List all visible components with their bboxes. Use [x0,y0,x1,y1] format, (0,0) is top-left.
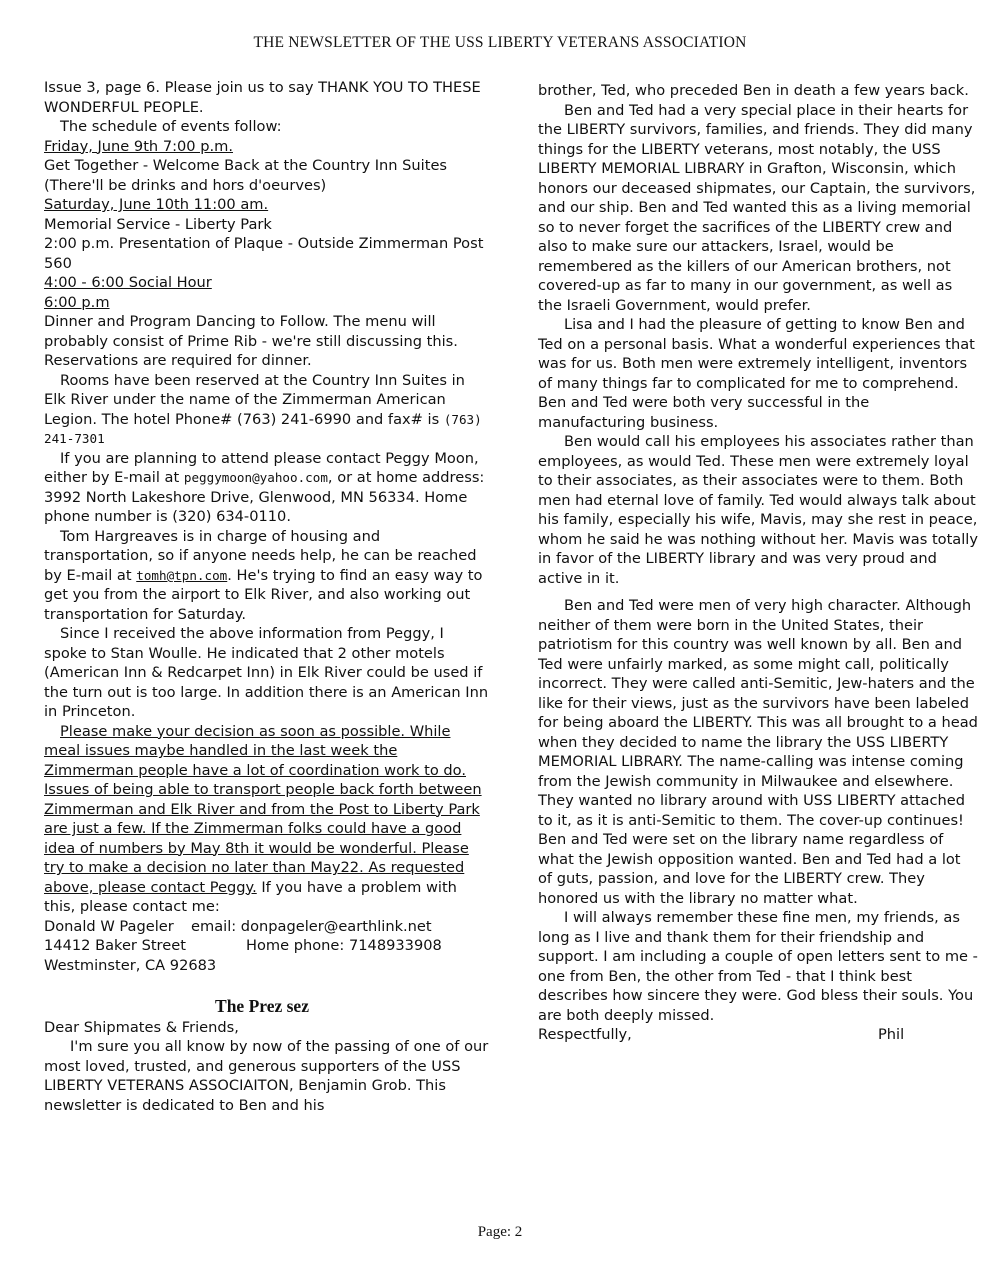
page-number: Page: 2 [477,1224,523,1240]
contact-address: , or at home address: 3992 North Lakeshore Drive, Glenwood, MN 56334. Home phone number is (320) 634-0110. [44,469,485,525]
remember-paragraph: I will always remember these fine men, my friends, as long as I live and thank them for their friendship and support. I am including a couple of open letters sent to me - one from Ben, the other from Ted - that I think best describes how sincere they were. God bless their souls. You are both deeply missed. [538,909,978,1024]
friday-event: Get Together - Welcome Back at the Country Inn Suites (There'll be drinks and hors d'oeurves) [44,157,448,194]
plaque-presentation: 2:00 p.m. Presentation of Plaque - Outside Zimmerman Post 560 [44,235,484,272]
friday-heading: Friday, June 9th 7:00 p.m. [44,137,233,155]
rooms-text: Rooms have been reserved at the Country Inn Suites in Elk River under the name of the Zimmerman American Legion. The hotel Phone# (763) 241-6990 and fax# is [44,371,465,428]
contact-text: If you are planning to attend please contact Peggy Moon, either by E-mail at [44,449,479,486]
memorial-service: Memorial Service - Liberty Park [44,215,272,233]
rooms-paragraph [44,371,490,449]
newsletter-masthead: THE NEWSLETTER OF THE USS LIBERTY VETERANS ASSOCIATION [253,34,747,51]
contact-peggy-paragraph [44,449,490,527]
right-column [538,81,978,1045]
schedule-intro: The schedule of events follow: [60,118,282,135]
dinner-paragraph: Dinner and Program Dancing to Follow. The menu will probably consist of Prime Rib - we're still discussing this. Reservations are required for dinner. [44,313,458,369]
fax-number: (763) 241-7301 [44,411,482,446]
tom-email[interactable]: tomh@tpn.com [136,567,228,583]
decision-underlined: Please make your decision as soon as possible. While meal issues maybe handled in the last week the Zimmerman people have a lot of coordination work to do. Issues of being able to transport people back forth between Zimmerman and Elk River and from the Post to Liberty Park are just a few. If the Zimmerman folks could have a good idea of numbers by May 8th it would be wonderful. Please try to make a decision no later than May22. As requested above, please contact Peggy. [44,722,482,896]
motels-paragraph: Since I received the above information from Peggy, I spoke to Stan Woulle. He indicated that 2 other motels (American Inn & Redcarpet Inn) in Elk River could be used if the turn out is too large. In addition there is an American Inn in Princeton. [44,625,489,720]
signature-city: Westminster, CA 92683 [44,956,217,974]
social-hour: 4:00 - 6:00 Social Hour [44,274,212,291]
saturday-heading: Saturday, June 10th 11:00 am. [44,196,269,213]
dinner-time: 6:00 p.m [44,293,110,311]
signature-street: 14412 Baker Street [44,937,186,954]
signature-phone: Home phone: 7148933908 [246,937,442,954]
personal-basis-paragraph: Lisa and I had the pleasure of getting to know Ben and Ted on a personal basis. What a wonderful experiences that was for us. Both men were extremely intelligent, inventors of many things far to complicated for me to comprehend. Ben and Ted were both very successful in the manufacturing business. [538,316,975,431]
signature-phil: Phil [878,1026,905,1043]
closing-word: Respectfully, [538,1026,632,1043]
signature-name: Donald W Pageler [44,917,174,935]
decision-rest: If you have a problem with this, please contact me: [44,878,457,915]
special-place-paragraph: Ben and Ted had a very special place in their hearts for the LIBERTY survivors, families, and friends. They did many things for the LIBERTY veterans, most notably, the USS LIBERTY MEMORIAL LIBRARY in Grafton, Wisconsin, which honors our deceased shipmates, our Captain, the survivors, and our ship. Ben and Ted wanted this as a living memorial so to never forget the sacrifices of the LIBERTY crew and also to make sure our attackers, Israel, would be remembered as the killers of our American brothers, not covered-up as far to many in our government, as well as the Israeli Government, would prefer. [538,101,976,314]
tom-text: Tom Hargreaves is in charge of housing and transportation, so if anyone needs help, he can be reached by E-mail at [44,527,477,584]
signature-email[interactable]: email: donpageler@earthlink.net [191,917,432,935]
signature-line-1 [44,917,490,937]
greeting: Dear Shipmates & Friends, [44,1018,239,1036]
continued-paragraph: brother, Ted, who preceded Ben in death a few years back. [538,82,969,99]
peggy-email[interactable]: peggymoon@yahoo.com [183,470,328,485]
tom-text-continued: . He's trying to find an easy way to get you from the airport to Elk River, and also working out transportation for Saturday. [44,566,483,623]
prez-section-title: The Prez sez [215,996,309,1016]
transportation-paragraph [44,527,490,625]
associates-paragraph: Ben would call his employees his associates rather than employees, as would Ted. These men were extremely loyal to their associates, as their associates were to them. Both men had eternal love of family. Ted would always talk about his family, especially his wife, Mavis, may she rest in peace, whom he said he was nothing without her. Mavis was totally in favor of the LIBERTY library and was very proud and active in it. [538,433,978,587]
character-paragraph: Ben and Ted were men of very high character. Although neither of them were born in the United States, their patriotism for this country was well known by all. Ben and Ted were unfairly marked, as some might call, politically incorrect. They were called anti-Semitic, Jew-haters and the like for their views, just as the survivors have been labeled for being aboard the LIBERTY. This was all brought to a head when they decided to name the library the USS LIBERTY MEMORIAL LIBRARY. The name-calling was intense coming from the Jewish community in Milwaukee and elsewhere. They wanted no library around with USS LIBERTY attached to it, as it is anti-Semitic to them. The cover-up continues! Ben and Ted were set on the library name regardless of what the Jewish opposition wanted. Ben and Ted had a lot of guts, passion, and love for the LIBERTY crew. They honored us with the library no matter what. [538,597,978,907]
signature-line-2 [44,936,490,956]
intro-paragraph: Issue 3, page 6. Please join us to say THANK YOU TO THESE WONDERFUL PEOPLE. [44,79,481,116]
decision-paragraph [44,722,490,917]
left-column [44,78,490,1115]
prez-paragraph: I'm sure you all know by now of the passing of one of our most loved, trusted, and generous supporters of the USS LIBERTY VETERANS ASSOCIAITON, Benjamin Grob. This newsletter is dedicated to Ben and his [44,1038,489,1114]
closing-line [538,1025,978,1045]
